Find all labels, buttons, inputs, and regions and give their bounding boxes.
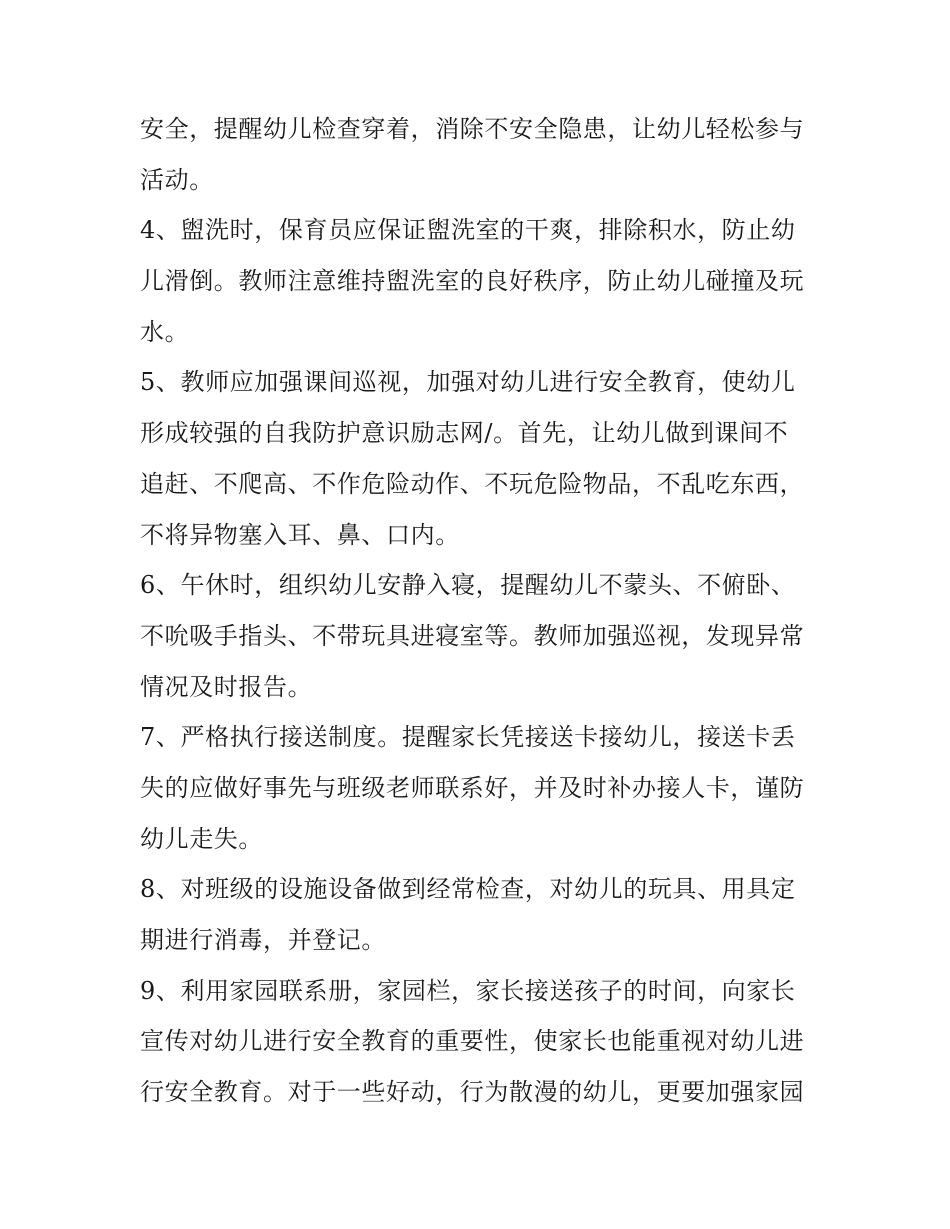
document-body <box>140 104 820 1118</box>
text-line-5: 水。 <box>140 317 190 346</box>
text-line-6: 5、教师应加强课间巡视，加强对幼儿进行安全教育，使幼儿 <box>140 368 796 397</box>
text-line-3: 4、盥洗时，保育员应保证盥洗室的干爽，排除积水，防止幼 <box>140 216 796 245</box>
text-line-20: 行安全教育。对于一些好动，行为散漫的幼儿，更要加强家园 <box>140 1078 805 1107</box>
text-line-10: 6、午休时，组织幼儿安静入寝，提醒幼儿不蒙头、不俯卧、 <box>140 571 796 600</box>
text-line-12: 情况及时报告。 <box>140 672 313 701</box>
text-line-4: 儿滑倒。教师注意维持盥洗室的良好秩序，防止幼儿碰撞及玩 <box>140 267 805 296</box>
text-line-17: 期进行消毒，并登记。 <box>140 926 386 954</box>
text-line-2: 活动。 <box>140 165 214 194</box>
text-line-14: 失的应做好事先与班级老师联系好，并及时补办接人卡，谨防 <box>140 773 805 802</box>
text-line-7: 形成较强的自我防护意识励志网/。首先，让幼儿做到课间不 <box>140 419 789 448</box>
text-line-8: 追赶、不爬高、不作危险动作、不玩危险物品，不乱吃东西， <box>140 469 805 498</box>
text-line-11: 不吮吸手指头、不带玩具进寝室等。教师加强巡视，发现异常 <box>140 621 805 650</box>
text-line-13: 7、严格执行接送制度。提醒家长凭接送卡接幼儿，接送卡丢 <box>140 723 796 752</box>
text-line-1: 安全，提醒幼儿检查穿着，消除不安全隐患，让幼儿轻松参与 <box>140 115 805 143</box>
text-line-16: 8、对班级的设施设备做到经常检查，对幼儿的玩具、用具定 <box>140 875 796 904</box>
text-line-9: 不将异物塞入耳、鼻、口内。 <box>140 520 460 549</box>
text-line-15: 幼儿走失。 <box>140 824 263 853</box>
text-line-18: 9、利用家园联系册，家园栏，家长接送孩子的时间，向家长 <box>140 976 796 1005</box>
text-line-19: 宣传对幼儿进行安全教育的重要性，使家长也能重视对幼儿进 <box>140 1027 805 1056</box>
